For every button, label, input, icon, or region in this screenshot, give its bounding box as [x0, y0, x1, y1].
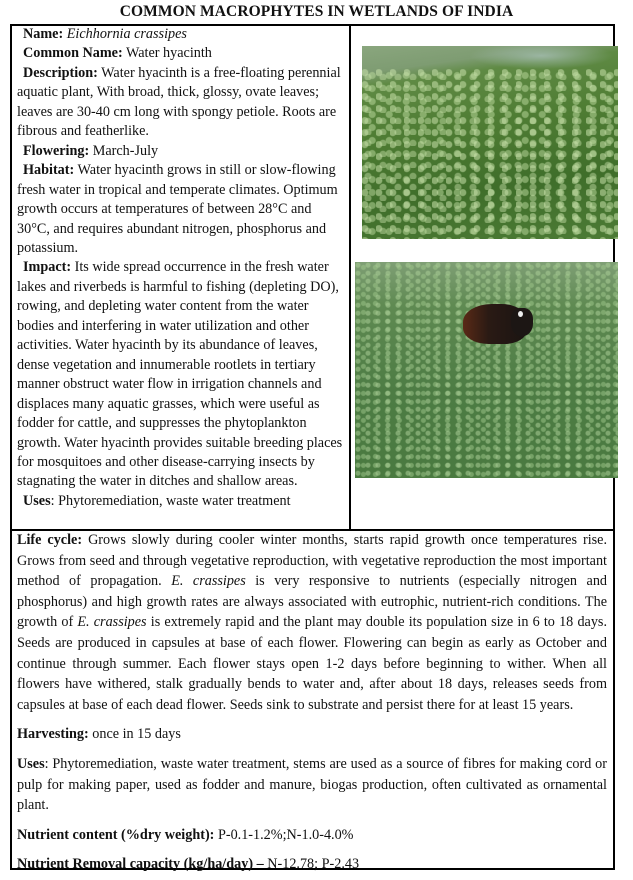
uses-value: : Phytoremediation, waste water treatment, stems are used as a source of fibres for making cord or pulp for making paper, used as fodder and manure, biogas production, often cultivated as ornamental plant.	[17, 755, 607, 814]
uses-value: : Phytoremediation, waste water treatment	[50, 492, 291, 509]
additional-details	[17, 530, 607, 875]
impact-value: Its wide spread occurrence in the fresh water lakes and riverbeds is harmful to fishing (depleting DO), rowing, and depleting water content from the water bodies and interfering in water utilization and other activities. Water hyacinth by its abundance of leaves, dense vegetation and innumerable rootlets in tertiary manner obstruct water flow in irrigation channels and displaces many aquatic grasses, which were useful as fodder for cattle, and suppresses the phytoplankton growth. Water hyacinth provides suitable breeding places for mosquitoes and other disease-carrying insects by stagnating the water in ditches and shallow areas.	[17, 259, 343, 490]
water-hyacinth-mat-photo	[362, 46, 618, 239]
common-name-field	[17, 44, 345, 63]
life-cycle-text-2: is very responsive to nutrients (especially nitrogen and phosphorus) and high growth rates are always associated with eutrophic, nutrient-rich conditions. The growth of	[17, 573, 608, 631]
habitat-value: Water hyacinth grows in still or slow-flowing fresh water in tropical and temperate climates. Optimum growth occurs at temperatures of between 28°C and 30°C, and requires abundant nitrogen, phosphorus and potassium.	[17, 162, 338, 256]
nutrient-removal-label: Nutrient Removal capacity (kg/ha/day) –	[17, 856, 264, 873]
harvesting-label: Harvesting:	[17, 726, 89, 743]
harvesting-value: once in 15 days	[88, 726, 181, 743]
cow-spot	[518, 311, 523, 317]
column-divider	[349, 24, 351, 530]
plant-details	[17, 25, 345, 511]
flowering-value: March-July	[92, 142, 159, 159]
common-name-value: Water hyacinth	[125, 45, 212, 62]
nutrient-content-value: P-0.1-1.2%;N-1.0-4.0%	[214, 826, 354, 843]
habitat-field	[17, 161, 345, 258]
nutrient-removal-field	[17, 854, 607, 875]
nutrient-content-field	[17, 825, 607, 846]
harvesting-field	[17, 724, 607, 745]
cow-in-hyacinth-photo	[355, 262, 618, 478]
life-cycle-field	[17, 530, 607, 715]
species-abbr: E. crassipes	[77, 614, 147, 631]
description-label: Description:	[23, 64, 98, 81]
uses-field	[17, 754, 607, 816]
uses-field-short	[17, 492, 345, 511]
nutrient-removal-value: N-12.78; P-2.43	[263, 856, 360, 873]
common-name-label: Common Name:	[23, 45, 123, 62]
description-field	[17, 64, 345, 142]
life-cycle-text-1: Grows slowly during cooler winter months, starts rapid growth once temperatures rise. Grows from seed and through vegetative reproduction, with vegetative reproduction the most important method of propagation.	[17, 532, 608, 590]
habitat-label: Habitat:	[23, 162, 75, 179]
name-value: Eichhornia crassipes	[66, 26, 187, 42]
impact-label: Impact:	[23, 259, 72, 276]
life-cycle-text-3: is extremely rapid and the plant may double its population size in 6 to 18 days. Seeds are produced in capsules at base of each flower. Flowering can begin as early as October and continue through summer. Each flower stays open 1-2 days before beginning to wither. When all flowers have withered, stalk gradually bends to water and, after about 18 days, releases seeds from capsules at base of each dead flower. Seeds sink to substrate and persist there for at least 15 years.	[17, 614, 607, 713]
uses-label: Uses	[17, 755, 45, 772]
uses-label: Uses	[23, 492, 51, 509]
flowering-field	[17, 142, 345, 161]
page-title: COMMON MACROPHYTES IN WETLANDS OF INDIA	[119, 3, 514, 20]
impact-field	[17, 258, 345, 491]
life-cycle-label: Life cycle:	[17, 532, 83, 548]
description-value: Water hyacinth is a free-floating perennial aquatic plant, With broad, thick, glossy, ovate leaves; leaves are 30-40 cm long with spongy petiole. Roots are fibrous and featherlike.	[17, 64, 341, 140]
flowering-label: Flowering:	[23, 142, 90, 159]
name-label: Name:	[23, 26, 64, 42]
name-field	[17, 25, 345, 44]
species-abbr: E. crassipes	[171, 573, 246, 590]
nutrient-content-label: Nutrient content (%dry weight):	[17, 826, 215, 843]
